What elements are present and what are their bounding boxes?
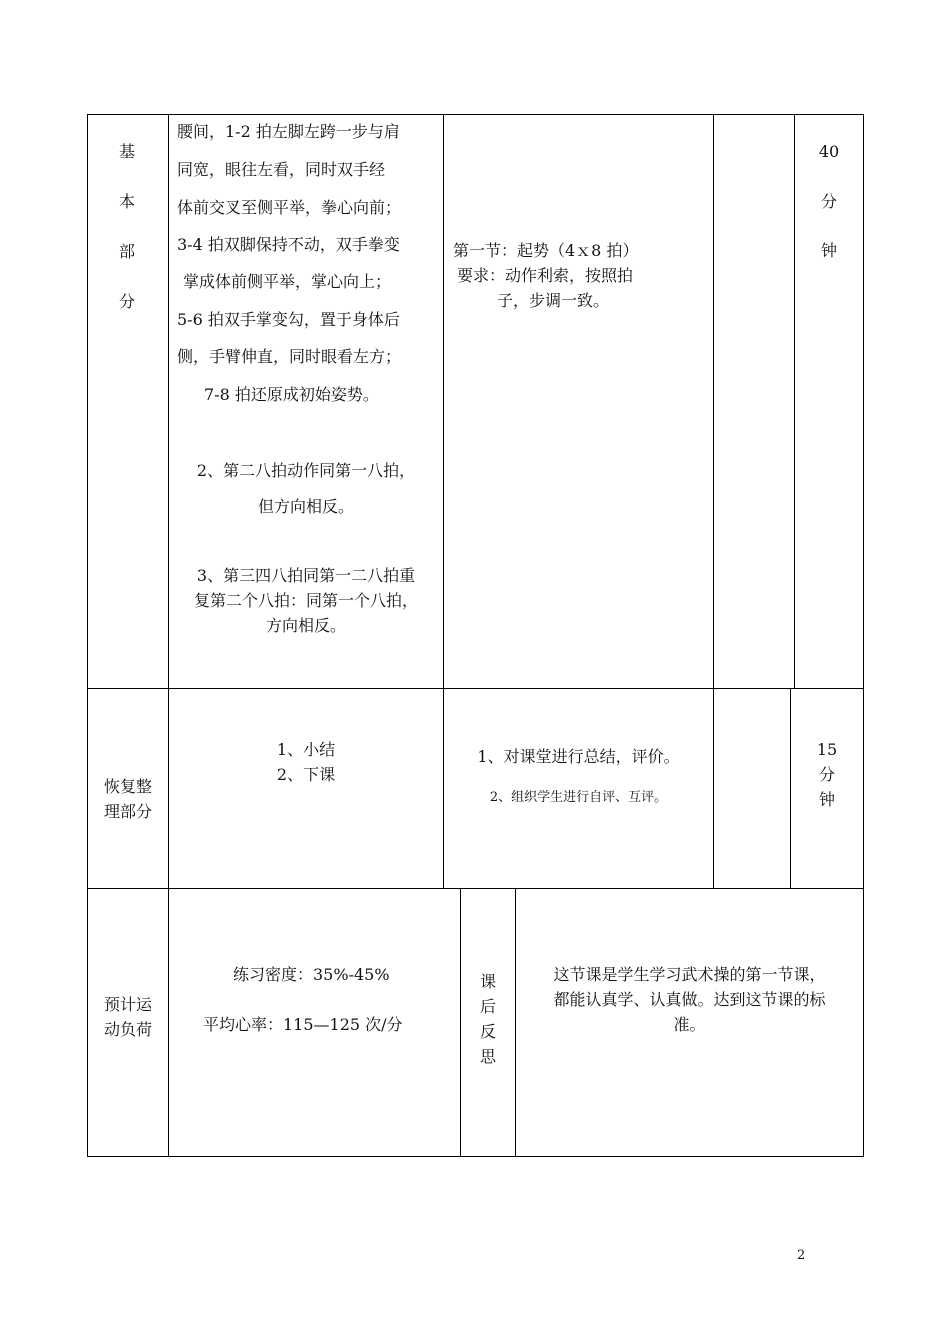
basic-requirement-line-1: 第一节：起势（4ｘ8 拍）	[453, 241, 639, 260]
load-label-line-2: 动负荷	[103, 1020, 152, 1039]
col-divider-load-1	[460, 888, 461, 1157]
col-divider-requirement	[713, 114, 714, 889]
basic-item3-line-2: 复第二个八拍：同第一个八拍，	[193, 591, 418, 610]
basic-content-line-3: 体前交叉至侧平举，拳心向前；	[177, 198, 402, 217]
practice-density: 练习密度：35%-45%	[233, 965, 390, 984]
page-number: 2	[797, 1248, 806, 1263]
reflection-label-4: 思	[479, 1047, 496, 1066]
reflection-text-line-3: 准。	[673, 1015, 706, 1034]
basic-item3-line-1: 3、第三四八拍同第一二八拍重	[196, 566, 416, 585]
basic-item3-line-3: 方向相反。	[265, 616, 346, 635]
basic-label-2: 本	[118, 192, 135, 211]
basic-time-unit-1: 分	[820, 192, 837, 211]
recovery-content-line-2: 2、下课	[276, 765, 336, 784]
basic-content-line-6: 5-6 拍双手掌变勾，置于身体后	[177, 310, 400, 329]
load-label-line-1: 预计运	[103, 995, 152, 1014]
table-border-right	[863, 114, 864, 1157]
basic-label-4: 分	[118, 292, 135, 311]
recovery-time-value: 15	[816, 740, 838, 759]
basic-requirement-line-2: 要求：动作利索，按照拍	[457, 266, 634, 285]
basic-content-line-8: 7-8 拍还原成初始姿势。	[204, 385, 379, 404]
reflection-text-line-2: 都能认真学、认真做。达到这节课的标	[553, 990, 826, 1009]
recovery-time-unit-2: 钟	[818, 790, 835, 809]
table-border-bottom	[87, 1156, 864, 1157]
row-divider-1	[87, 688, 864, 689]
basic-requirement-line-3: 子，步调一致。	[497, 291, 610, 310]
row-divider-2	[87, 888, 864, 889]
reflection-label-1: 课	[479, 972, 496, 991]
reflection-label-2: 后	[479, 997, 496, 1016]
recovery-requirement-line-2: 2、组织学生进行自评、互评。	[489, 790, 668, 805]
basic-label-1: 基	[118, 142, 135, 161]
table-border-top	[87, 114, 864, 115]
col-divider-content	[443, 114, 444, 889]
recovery-requirement-line-1: 1、对课堂进行总结，评价。	[477, 747, 680, 766]
reflection-text-line-1: 这节课是学生学习武术操的第一节课，	[553, 965, 826, 984]
basic-content-line-7: 侧，手臂伸直，同时眼看左方；	[177, 347, 402, 366]
recovery-content-line-1: 1、小结	[276, 740, 336, 759]
reflection-label-3: 反	[479, 1022, 496, 1041]
average-heart-rate: 平均心率：115—125 次/分	[203, 1015, 403, 1034]
recovery-time-unit-1: 分	[818, 765, 835, 784]
recovery-label-line-2: 理部分	[103, 802, 152, 821]
basic-time-unit-2: 钟	[820, 241, 837, 260]
basic-content-line-2: 同宽，眼往左看，同时双手经	[177, 160, 386, 179]
basic-item2-line-2: 但方向相反。	[257, 497, 354, 516]
basic-label-3: 部	[118, 242, 135, 261]
basic-item2-line-1: 2、第二八拍动作同第一八拍，	[196, 461, 416, 480]
recovery-label-line-1: 恢复整	[103, 777, 152, 796]
basic-time-value: 40	[818, 142, 840, 161]
basic-content-line-4: 3-4 拍双脚保持不动，双手拳变	[177, 235, 400, 254]
basic-content-line-1: 腰间，1-2 拍左脚左跨一步与肩	[177, 122, 400, 141]
basic-content-line-5: 掌成体前侧平举，掌心向上；	[183, 272, 392, 291]
